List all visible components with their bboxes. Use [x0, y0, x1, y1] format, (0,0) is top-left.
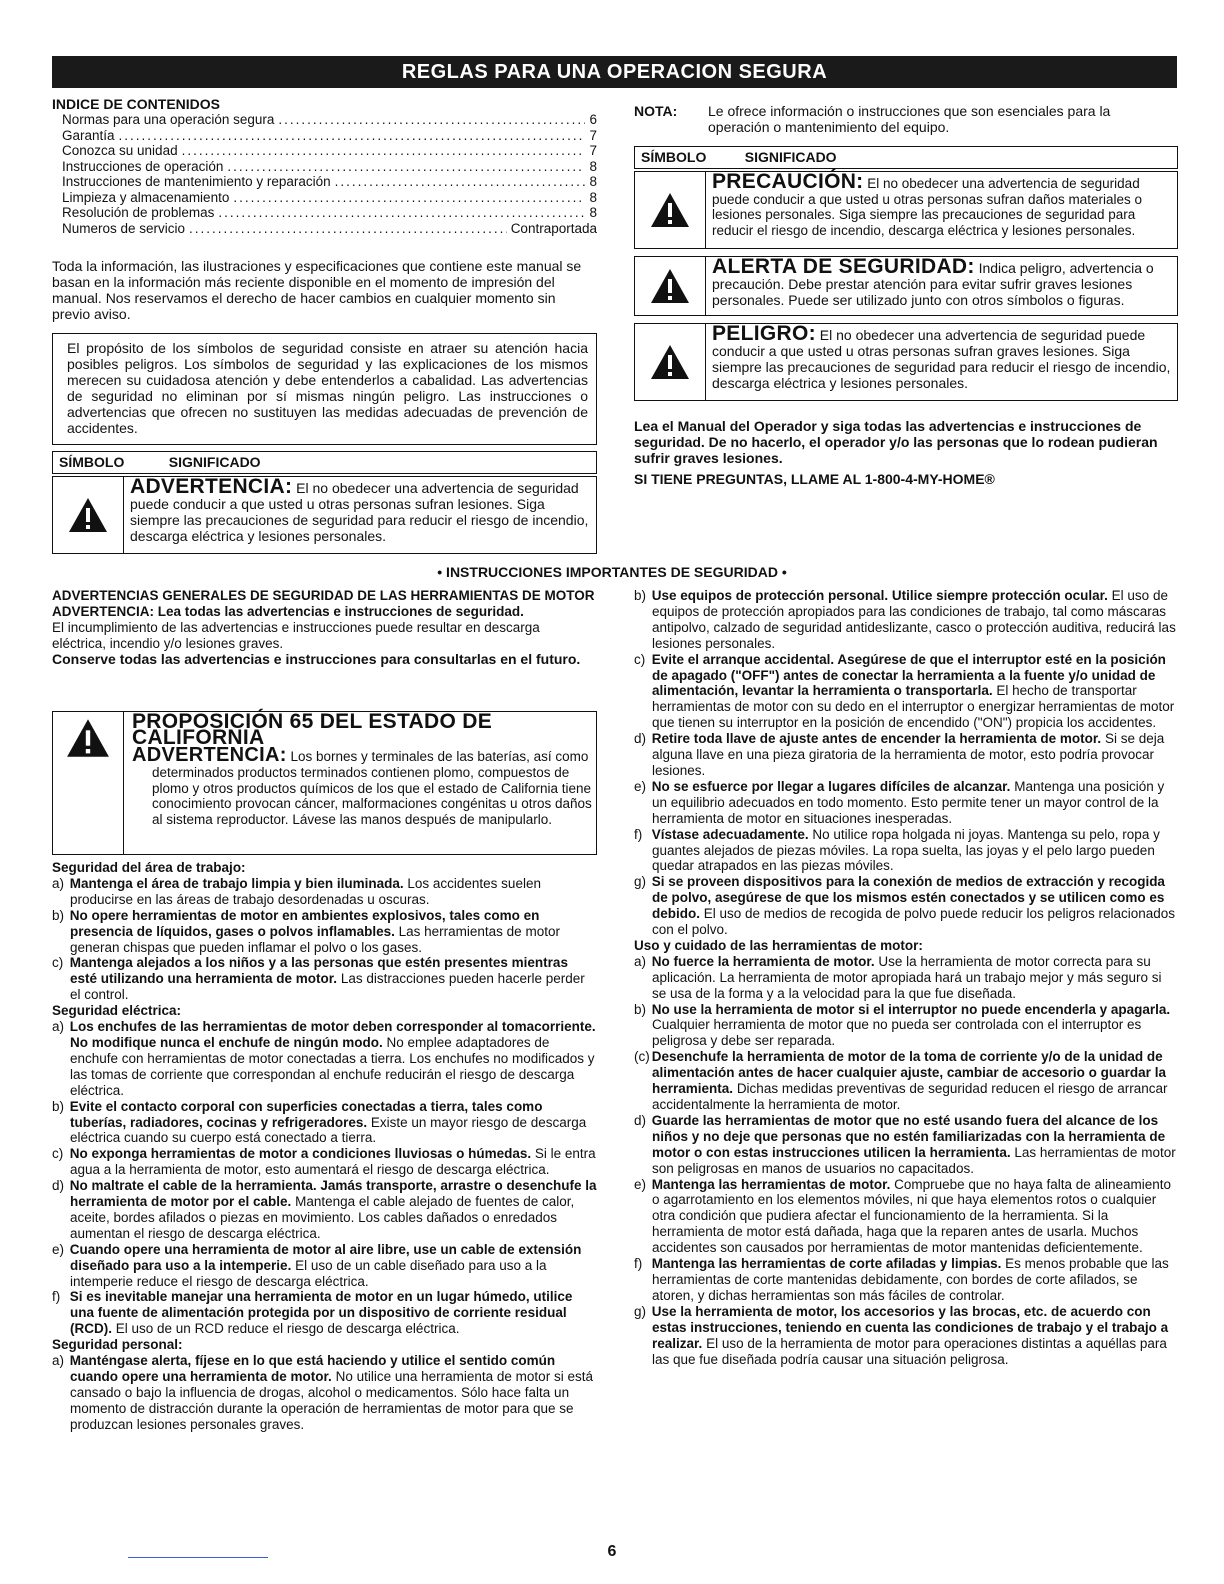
warning-triangle-icon	[635, 324, 706, 400]
item-text: Los accidentes suelen producirse en las áreas de trabajo desordenadas u oscuras.	[70, 875, 541, 907]
item-letter: a)	[634, 953, 647, 969]
signal-word: PRECAUCIÓN:	[712, 170, 864, 193]
prop65-box	[52, 711, 597, 855]
item-letter: c)	[52, 1146, 64, 1162]
list-item	[52, 876, 597, 908]
list-item	[634, 1002, 1179, 1050]
item-letter: a)	[52, 1353, 65, 1369]
toc-item-page: 6	[589, 112, 597, 127]
item-bold-text: Mantenga las herramientas de corte afiladas y limpias.	[651, 1256, 1002, 1272]
toc-item-label: Resolución de problemas	[62, 205, 215, 220]
item-text: El uso de la herramienta de motor para operaciones distintas a aquéllas para las que fue diseñada podría causar una situación peligrosa.	[652, 1335, 1167, 1367]
work-area-heading: Seguridad del área de trabajo:	[52, 860, 246, 875]
toc-leader	[218, 205, 585, 221]
symbol-table-left-header	[52, 451, 597, 474]
list-item	[634, 1304, 1179, 1368]
list-item	[634, 779, 1179, 827]
signal-description: Indica peligro, advertencia o precaución. Debe prestar atención para evitar sufrir graves lesiones personales. Puede ser utilizado junto con otros símbolos o figuras.	[712, 260, 1154, 308]
list-item	[634, 874, 1179, 938]
item-bold-text: No fuerce la herramienta de motor.	[651, 953, 875, 969]
personal-heading: Seguridad personal:	[52, 1337, 183, 1353]
right-safety-lists	[634, 588, 1179, 1367]
toc-item-page: 8	[589, 189, 597, 205]
item-letter: b)	[634, 1001, 647, 1017]
list-item	[52, 955, 597, 1003]
warning-triangle-icon	[635, 257, 706, 315]
item-bold-text: Vístase adecuadamente.	[651, 826, 809, 842]
item-letter: g)	[634, 1303, 647, 1319]
item-letter: b)	[634, 588, 647, 603]
list-item	[52, 1178, 597, 1242]
item-text: El uso de un RCD reduce el riesgo de descarga eléctrica.	[115, 1321, 460, 1337]
list-item	[634, 1256, 1179, 1304]
nota-block	[634, 103, 1174, 135]
symbol-row-precaucion	[634, 171, 1178, 249]
item-text: Si se deja alguna llave en una pieza giratoria de la herramienta de motor, esto podría provocar lesiones.	[652, 731, 1165, 778]
left-column	[52, 588, 597, 668]
item-letter: d)	[634, 1112, 647, 1128]
toc-leader	[189, 221, 507, 237]
item-text: Use la herramienta de motor correcta para su aplicación. La herramienta de motor apropiada hará un trabajo mejor y más seguro si se usa de la forma y a la velocidad para la que fue diseñada.	[652, 953, 1162, 1001]
list-item	[52, 908, 597, 956]
item-bold-text: Mantenga el área de trabajo limpia y bien iluminada.	[69, 875, 404, 891]
symbol-table-right-header	[634, 146, 1178, 169]
item-bold-text: Los enchufes de las herramientas de motor deben corresponder al tomacorriente. No modifique nunca el enchufe de ningún modo.	[69, 1019, 596, 1050]
item-letter: e)	[52, 1241, 65, 1257]
toc-item-label: Instrucciones de operación	[62, 158, 224, 174]
meaning-col-header: SIGNIFICADO	[744, 149, 837, 165]
toc-item	[62, 112, 597, 128]
item-text: Compruebe que no haya falta de alineamiento o agarrotamiento en los elementos móviles, ni que haya elementos rotos o cualquier otra condición que pudiera afectar el funcionamiento de la herramienta. Si la herramienta de motor está dañada, haga que la reparen antes de usarla. Muchos accidentes son causados por herramientas de motor mantenidas deficientemente.	[652, 1176, 1172, 1256]
symbol-row-peligro	[634, 323, 1178, 401]
item-letter: e)	[634, 778, 647, 794]
toc-leader	[119, 128, 586, 144]
item-bold-text: No exponga herramientas de motor a condiciones lluviosas o húmedas.	[69, 1146, 532, 1162]
toc-item-label: Instrucciones de mantenimiento y reparación	[62, 174, 331, 189]
toc-item	[62, 143, 597, 159]
item-letter: e)	[634, 1176, 647, 1192]
item-letter: b)	[52, 907, 65, 923]
item-text: No utilice ropa holgada ni joyas. Mantenga su pelo, ropa y guantes alejados de piezas móviles. La ropa suelta, las joyas y el pelo largo pueden quedar atrapados en las piezas móviles.	[652, 826, 1160, 874]
item-bold-text: Guarde las herramientas de motor que no esté usando fuera del alcance de los niños y no deje que personas que no estén familiarizadas con la herramienta de motor o con estas instrucciones utilicen la herramienta.	[651, 1112, 1166, 1160]
list-item	[52, 1353, 597, 1433]
item-bold-text: Mantenga alejados a los niños y a las personas que estén presentes mientras esté utilizando una herramienta de motor.	[69, 955, 568, 987]
list-item	[634, 954, 1179, 1002]
list-item	[52, 1242, 597, 1290]
read-manual-notice: Lea el Manual del Operador y siga todas las advertencias e instrucciones de seguridad. De no hacerlo, el operador y/o las personas que lo rodean pudieran sufrir graves lesiones.	[634, 418, 1158, 466]
list-item	[52, 1146, 597, 1178]
toc-item	[62, 128, 597, 144]
toc-item-label: Numeros de servicio	[62, 220, 186, 236]
signal-word: ADVERTENCIA:	[130, 475, 293, 498]
item-bold-text: Use la herramienta de motor, los accesorios y las brocas, etc. de acuerdo con estas instrucciones, teniendo en cuenta las condiciones de trabajo y el trabajo a realizar.	[651, 1303, 1169, 1351]
item-bold-text: No opere herramientas de motor en ambientes explosivos, tales como en presencia de líquidos, gases o polvos inflamables.	[69, 907, 540, 939]
warning-read-all-text: El incumplimiento de las advertencias e instrucciones puede resultar en descarga eléctrica, incendio y/o lesiones graves.	[52, 619, 540, 651]
conserve-instructions: Conserve todas las advertencias e instrucciones para consultarlas en el futuro.	[52, 650, 581, 667]
item-bold-text: Si se proveen dispositivos para la conexión de medios de extracción y recogida de polvo, asegúrese de que los mismos estén conectados y se utilicen como es debido.	[651, 874, 1165, 922]
item-bold-text: Use equipos de protección personal. Utilice siempre protección ocular.	[651, 588, 1108, 603]
toc-item-page: 7	[589, 143, 597, 158]
toc-item-page: 8	[589, 174, 597, 189]
item-letter: (c)	[634, 1049, 650, 1065]
electrical-heading: Seguridad eléctrica:	[52, 1003, 182, 1019]
item-letter: f)	[52, 1289, 61, 1305]
list-item	[52, 1099, 597, 1147]
item-text: Cualquier herramienta de motor que no pueda ser controlada con el interruptor es peligrosa y debe ser reparada.	[652, 1017, 1142, 1049]
item-bold-text: No se esfuerce por llegar a lugares difíciles de alcanzar.	[651, 778, 1011, 794]
info-paragraph: Toda la información, las ilustraciones y especificaciones que contiene este manual se basan en la información más reciente disponible en el momento de impresión del manual. Nos reservamos el derecho de hacer cambios en cualquier momento sin previo aviso.	[52, 258, 582, 322]
item-letter: c)	[52, 955, 64, 971]
prop65-text: Los bornes y terminales de las baterías, así como determinados productos terminados contienen plomo, compuestos de plomo y otros productos químicos de los que el estado de California tiene conocimiento provocan cáncer, malformaciones congénitas u otros daños al sistema reproductor. Lávese las manos después de manipularlo.	[152, 749, 592, 828]
list-item	[634, 1177, 1179, 1257]
item-letter: b)	[52, 1098, 65, 1114]
warning-triangle-icon	[53, 477, 124, 553]
toc-item	[62, 159, 597, 175]
item-text: Las herramientas de motor generan chispas que pueden inflamar el polvo o los gases.	[70, 923, 560, 955]
questions-phone: SI TIENE PREGUNTAS, LLAME AL 1-800-4-MY-HOME®	[634, 471, 995, 487]
toc-leader	[233, 190, 585, 206]
item-text: El hecho de transportar herramientas de motor con su dedo en el interruptor o energizar herramientas de motor que tienen su interruptor en la posición de encendido ("ON") propicia los accidentes.	[652, 683, 1175, 731]
item-bold-text: Manténgase alerta, fíjese en lo que está haciendo y utilice el sentido común cuando opere una herramienta de motor.	[69, 1353, 556, 1384]
decorative-line	[128, 1557, 268, 1558]
item-bold-text: Evite el arranque accidental. Asegúrese de que el interruptor esté en la posición de apagado ("OFF") antes de conectar la herramienta a la fuente y/o unidad de alimentación, levantar la herramienta o transportarla.	[651, 651, 1166, 699]
item-text: El uso de equipos de protección apropiados para las condiciones de trabajo, tal como máscaras antipolvo, calzado de seguridad antideslizante, casco o protección auditiva, reducirá las lesiones personales.	[652, 588, 1176, 651]
table-of-contents	[52, 96, 597, 236]
item-text: Dichas medidas preventivas de seguridad reducen el riesgo de arrancar accidentalmente la herramienta de motor.	[652, 1081, 1168, 1112]
nota-label: NOTA:	[634, 103, 678, 119]
item-bold-text: Desenchufe la herramienta de motor de la toma de corriente y/o de la unidad de alimentación antes de hacer cualquier ajuste, cambiar de accesorio o guardar la herramienta.	[651, 1049, 1166, 1097]
symbol-row-alerta	[634, 256, 1178, 316]
item-letter: c)	[634, 651, 646, 667]
toc-leader	[335, 174, 586, 190]
toc-leader	[227, 159, 585, 175]
toc-item-page: 8	[589, 205, 597, 220]
list-item	[634, 1113, 1179, 1177]
symbol-col-header: SÍMBOLO	[59, 454, 125, 470]
signal-word: ALERTA DE SEGURIDAD:	[712, 255, 975, 278]
toc-item-page: 8	[589, 158, 597, 174]
list-item	[52, 1019, 597, 1099]
purpose-text: El propósito de los símbolos de seguridad consiste en atraer su atención hacia posibles peligros. Los símbolos de seguridad y las explicaciones de los mismos merecen su cuidadosa atención y debe entenderlos a cabalidad. Las advertencias de seguridad no eliminan por sí mismas ningún peligro. Las instrucciones o advertencias que ofrecen no sustituyen las medidas adecuadas de prevención de accidentes.	[67, 340, 588, 436]
item-text: Si le entra agua a la herramienta de motor, esto aumentará el riesgo de descarga eléctrica.	[70, 1146, 596, 1178]
important-instructions-heading: • INSTRUCCIONES IMPORTANTES DE SEGURIDAD •	[437, 564, 787, 580]
toc-item-label: Normas para una operación segura	[62, 112, 275, 127]
purpose-box	[52, 333, 597, 445]
item-bold-text: Retire toda llave de ajuste antes de encender la herramienta de motor.	[651, 731, 1102, 747]
item-bold-text: Si es inevitable manejar una herramienta de motor en un lugar húmedo, utilice una fuente de alimentación protegida por un dispositivo de corriente residual (RCD).	[69, 1289, 573, 1337]
item-text: Existe un mayor riesgo de descarga eléctrica cuando su cuerpo está conectado a tierra.	[70, 1114, 587, 1146]
toc-item-label: Limpieza y almacenamiento	[62, 189, 230, 205]
item-letter: a)	[52, 875, 65, 891]
item-letter: a)	[52, 1019, 65, 1035]
list-item	[634, 588, 1179, 652]
item-bold-text: Mantenga las herramientas de motor.	[651, 1176, 891, 1192]
toc-item	[62, 190, 597, 206]
signal-description: El no obedecer una advertencia de seguridad puede conducir a que usted u otras personas sufran graves lesiones. Siga siempre las precauciones de seguridad para reducir el riesgo de incendio, descarga eléctrica y lesiones personales.	[712, 327, 1171, 391]
meaning-col-header: SIGNIFICADO	[168, 454, 261, 470]
toc-item	[62, 174, 597, 190]
general-warnings-heading: ADVERTENCIAS GENERALES DE SEGURIDAD DE LAS HERRAMIENTAS DE MOTOR	[52, 588, 595, 603]
item-letter: f)	[634, 826, 643, 842]
symbol-col-header: SÍMBOLO	[641, 149, 707, 165]
item-text: El uso de medios de recogida de polvo puede reducir los peligros relacionados con el polvo.	[652, 906, 1176, 938]
page-header-banner: REGLAS PARA UNA OPERACION SEGURA	[52, 56, 1177, 88]
list-item	[52, 1289, 597, 1337]
toc-item-page: Contraportada	[510, 220, 597, 236]
item-letter: g)	[634, 874, 647, 890]
use-care-heading: Uso y cuidado de las herramientas de motor:	[634, 937, 923, 953]
symbol-row-advertencia	[52, 476, 597, 554]
toc-list	[52, 112, 597, 236]
toc-leader	[278, 112, 585, 128]
item-letter: d)	[634, 731, 647, 747]
toc-item-label: Conozca su unidad	[62, 143, 178, 158]
nota-text: Le ofrece información o instrucciones que son esenciales para la operación o mantenimiento del equipo.	[708, 103, 1111, 135]
page-number: 6	[607, 1543, 617, 1560]
item-text: Las herramientas de motor son peligrosas en manos de usuarios no capacitados.	[652, 1144, 1176, 1176]
toc-item-label: Garantía	[62, 127, 115, 143]
item-text: El uso de un cable diseñado para uso a la intemperie reduce el riesgo de descarga eléctrica.	[70, 1257, 547, 1289]
signal-word: ADVERTENCIA:	[132, 744, 287, 766]
item-text: Mantenga el cable alejado de fuentes de calor, aceite, bordes afilados o piezas en movimiento. Los cables dañados o enredados aumentan el riesgo de descarga eléctrica.	[70, 1194, 575, 1241]
item-bold-text: Evite el contacto corporal con superficies conectadas a tierra, tales como tuberías, radiadores, cocinas y refrigeradores.	[69, 1098, 543, 1130]
item-letter: f)	[634, 1256, 643, 1272]
signal-word: PELIGRO:	[712, 322, 816, 345]
toc-item-page: 7	[589, 127, 597, 143]
list-item	[634, 1049, 1179, 1113]
list-item	[634, 827, 1179, 875]
item-letter: d)	[52, 1178, 65, 1194]
warning-read-all: ADVERTENCIA: Lea todas las advertencias e instrucciones de seguridad.	[52, 603, 524, 619]
toc-heading: INDICE DE CONTENIDOS	[52, 96, 221, 112]
item-text: No emplee adaptadores de enchufe con herramientas de motor conectadas a tierra. Los enchufes no modificados y las tomas de corriente que correspondan al enchufe reducirán el riesgo de descarga eléctrica.	[70, 1034, 595, 1098]
toc-leader	[182, 143, 586, 159]
left-safety-lists	[52, 860, 597, 1433]
item-text: No utilice una herramienta de motor si está cansado o bajo la influencia de drogas, alcohol o medicamentos. Sólo hace falta un momento de distracción durante la operación de herramientas de motor para que se produzcan lesiones personales graves.	[70, 1369, 593, 1432]
item-text: Mantenga una posición y un equilibrio adecuados en todo momento. Esto permite tener un mayor control de la herramienta de motor en situaciones inesperadas.	[652, 778, 1165, 826]
prop65-title: PROPOSICIÓN 65 DEL ESTADO DE CALIFORNIA	[132, 710, 493, 749]
toc-item	[62, 221, 597, 237]
list-item	[634, 652, 1179, 732]
signal-description: El no obedecer una advertencia de seguridad puede conducir a que usted u otras personas sufran daños materiales o lesiones personales. Siga siempre las precauciones de seguridad para reducir el riesgo de incendio, descarga eléctrica y lesiones personales.	[712, 176, 1143, 238]
toc-item	[62, 205, 597, 221]
warning-triangle-icon	[53, 712, 124, 854]
item-text: Es menos probable que las herramientas de corte mantenidas debidamente, con bordes de corte afilados, se atoren, y dichas herramientas son más fáciles de controlar.	[652, 1256, 1169, 1303]
item-text: Las distracciones pueden hacerle perder el control.	[70, 971, 585, 1003]
item-bold-text: No use la herramienta de motor si el interruptor no puede encenderla y apagarla.	[651, 1001, 1171, 1017]
item-bold-text: No maltrate el cable de la herramienta. Jamás transporte, arrastre o desenchufe la herramienta de motor por el cable.	[69, 1178, 597, 1210]
signal-description: El no obedecer una advertencia de seguridad puede conducir a que usted u otras personas sufran lesiones. Siga siempre las precauciones de seguridad para reducir el riesgo de incendio, descarga eléctrica y lesiones personales.	[130, 480, 589, 544]
warning-triangle-icon	[635, 172, 706, 248]
item-bold-text: Cuando opere una herramienta de motor al aire libre, use un cable de extensión diseñado para uso a la intemperie.	[69, 1241, 582, 1273]
list-item	[634, 731, 1179, 779]
